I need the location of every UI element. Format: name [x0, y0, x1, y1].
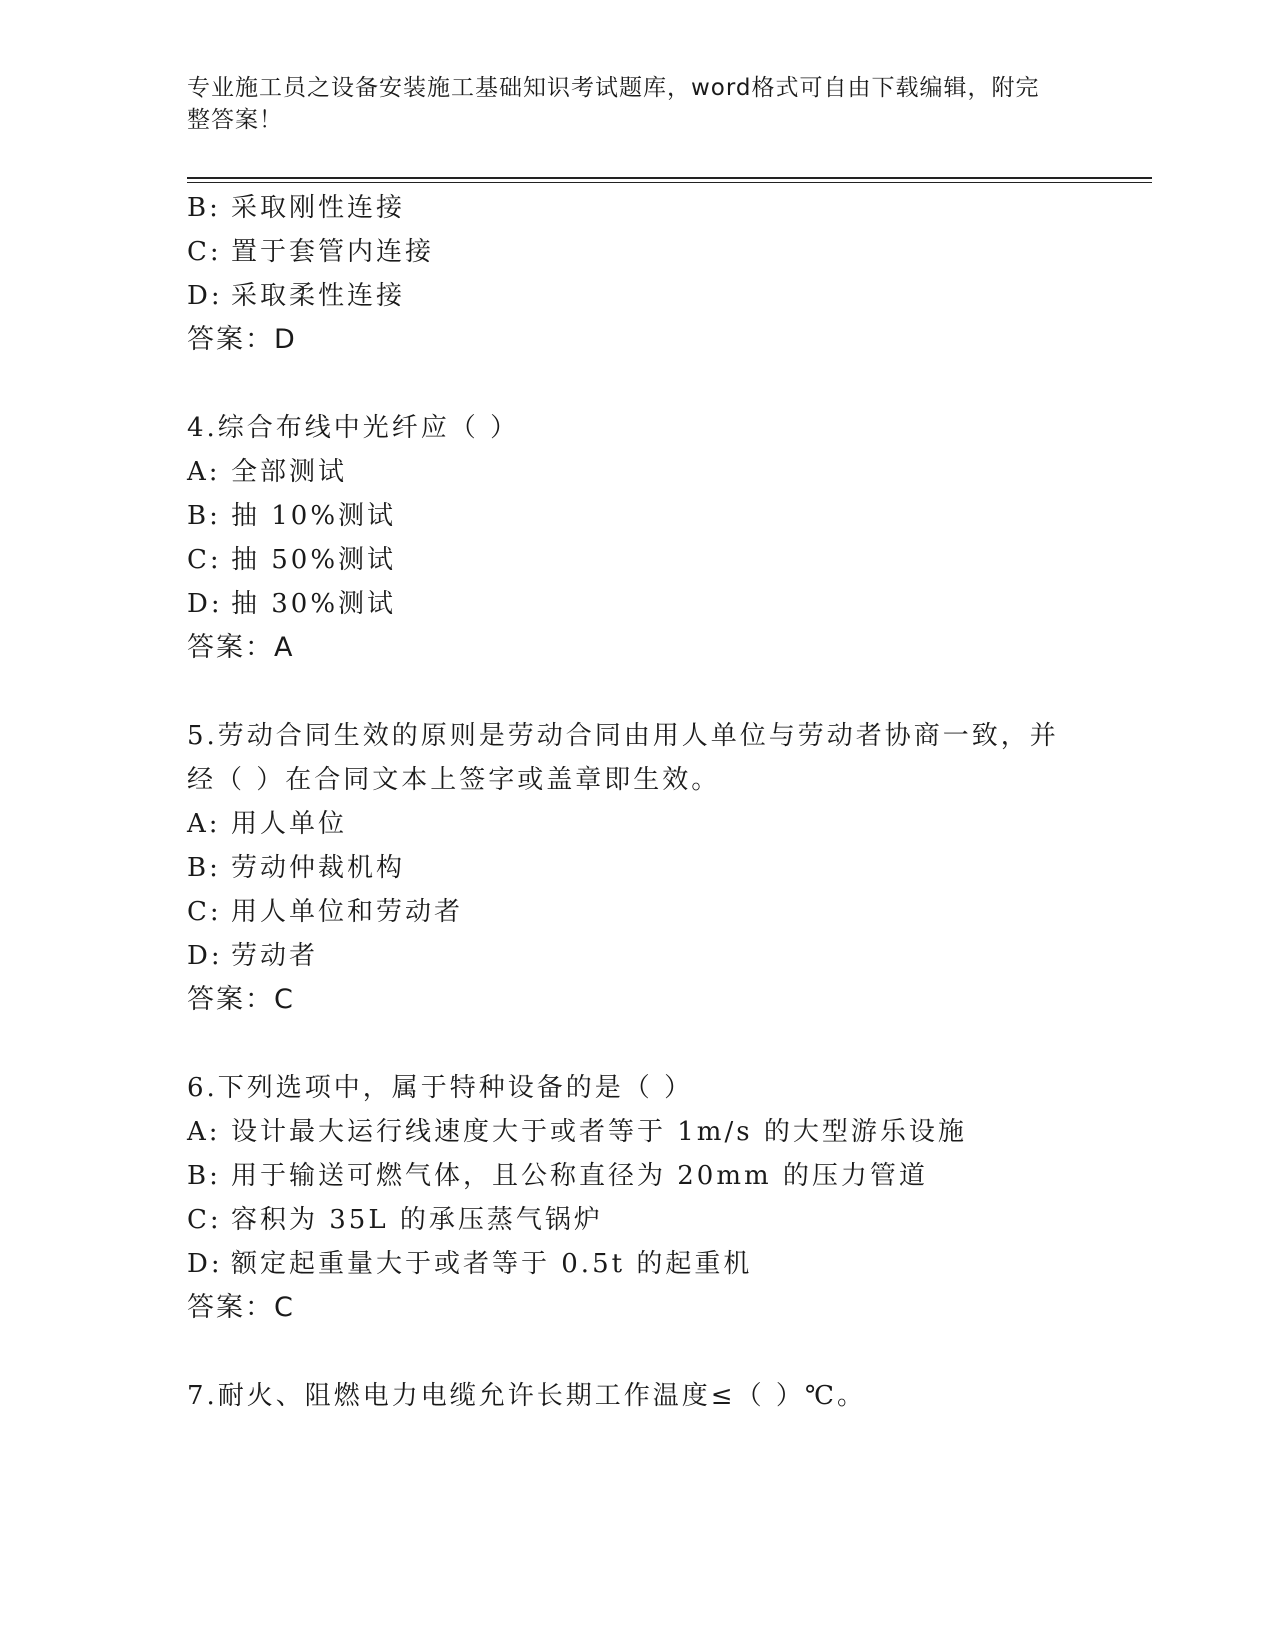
q6-option-b — [187, 1160, 928, 1192]
option-text: 容积为 35L 的承压蒸气锅炉 — [231, 1205, 603, 1235]
option-text: 采取柔性连接 — [231, 281, 406, 311]
q4-question: 4.综合布线中光纤应（ ） — [187, 413, 520, 443]
option-text: 全部测试 — [231, 457, 348, 487]
option-label: B: — [187, 1161, 221, 1191]
option-text: 置于套管内连接 — [231, 237, 435, 267]
option-text: 设计最大运行线速度大于或者等于 1m/s 的大型游乐设施 — [231, 1117, 967, 1147]
q4-answer: 答案：A — [187, 632, 295, 663]
header-line-1: 专业施工员之设备安装施工基础知识考试题库，word格式可自由下载编辑，附完 — [187, 75, 1040, 101]
option-label: B: — [187, 193, 221, 223]
q5-option-a — [187, 808, 347, 840]
option-text: 额定起重量大于或者等于 0.5t 的起重机 — [231, 1249, 753, 1279]
option-text: 抽 30%测试 — [231, 589, 397, 619]
document-header — [187, 72, 1067, 136]
q5-question-line-1: 5.劳动合同生效的原则是劳动合同由用人单位与劳动者协商一致，并 — [187, 721, 1059, 751]
option-label: C: — [187, 1205, 222, 1235]
header-divider — [187, 177, 1152, 179]
option-text: 用于输送可燃气体，且公称直径为 20mm 的压力管道 — [231, 1161, 928, 1191]
q4-option-b — [187, 500, 396, 532]
q6-option-c — [187, 1204, 603, 1236]
q4-option-c — [187, 544, 396, 576]
option-text: 抽 50%测试 — [231, 545, 397, 575]
option-label: A: — [187, 1117, 221, 1147]
q3-option-b — [187, 192, 405, 224]
q7-question: 7.耐火、阻燃电力电缆允许长期工作温度≤（ ）℃。 — [187, 1381, 866, 1411]
q5-question-line-2: 经（ ）在合同文本上签字或盖章即生效。 — [187, 765, 721, 795]
option-text: 用人单位 — [231, 809, 348, 839]
header-divider-thin — [187, 182, 1152, 183]
option-label: C: — [187, 897, 222, 927]
option-label: A: — [187, 809, 221, 839]
option-text: 劳动仲裁机构 — [231, 853, 406, 883]
q6-option-a — [187, 1116, 967, 1148]
option-label: D: — [187, 1249, 223, 1279]
option-label: C: — [187, 237, 222, 267]
q6-option-d — [187, 1248, 752, 1280]
q4-option-d — [187, 588, 396, 620]
option-text: 劳动者 — [231, 941, 319, 971]
option-label: B: — [187, 853, 221, 883]
q5-option-c — [187, 896, 463, 928]
option-text: 抽 10%测试 — [231, 501, 397, 531]
option-label: A: — [187, 457, 221, 487]
q6-question: 6.下列选项中，属于特种设备的是（ ） — [187, 1073, 694, 1103]
option-label: C: — [187, 545, 222, 575]
option-text: 用人单位和劳动者 — [231, 897, 464, 927]
option-label: D: — [187, 941, 223, 971]
q3-option-d — [187, 280, 405, 312]
header-line-2: 整答案！ — [187, 107, 283, 133]
q3-answer: 答案：D — [187, 324, 297, 355]
q4-option-a — [187, 456, 347, 488]
q5-answer: 答案：C — [187, 984, 295, 1015]
q6-answer: 答案：C — [187, 1292, 295, 1323]
q3-option-c — [187, 236, 434, 268]
option-label: D: — [187, 281, 223, 311]
option-label: D: — [187, 589, 223, 619]
option-label: B: — [187, 501, 221, 531]
q5-option-d — [187, 940, 318, 972]
q5-option-b — [187, 852, 405, 884]
option-text: 采取刚性连接 — [231, 193, 406, 223]
